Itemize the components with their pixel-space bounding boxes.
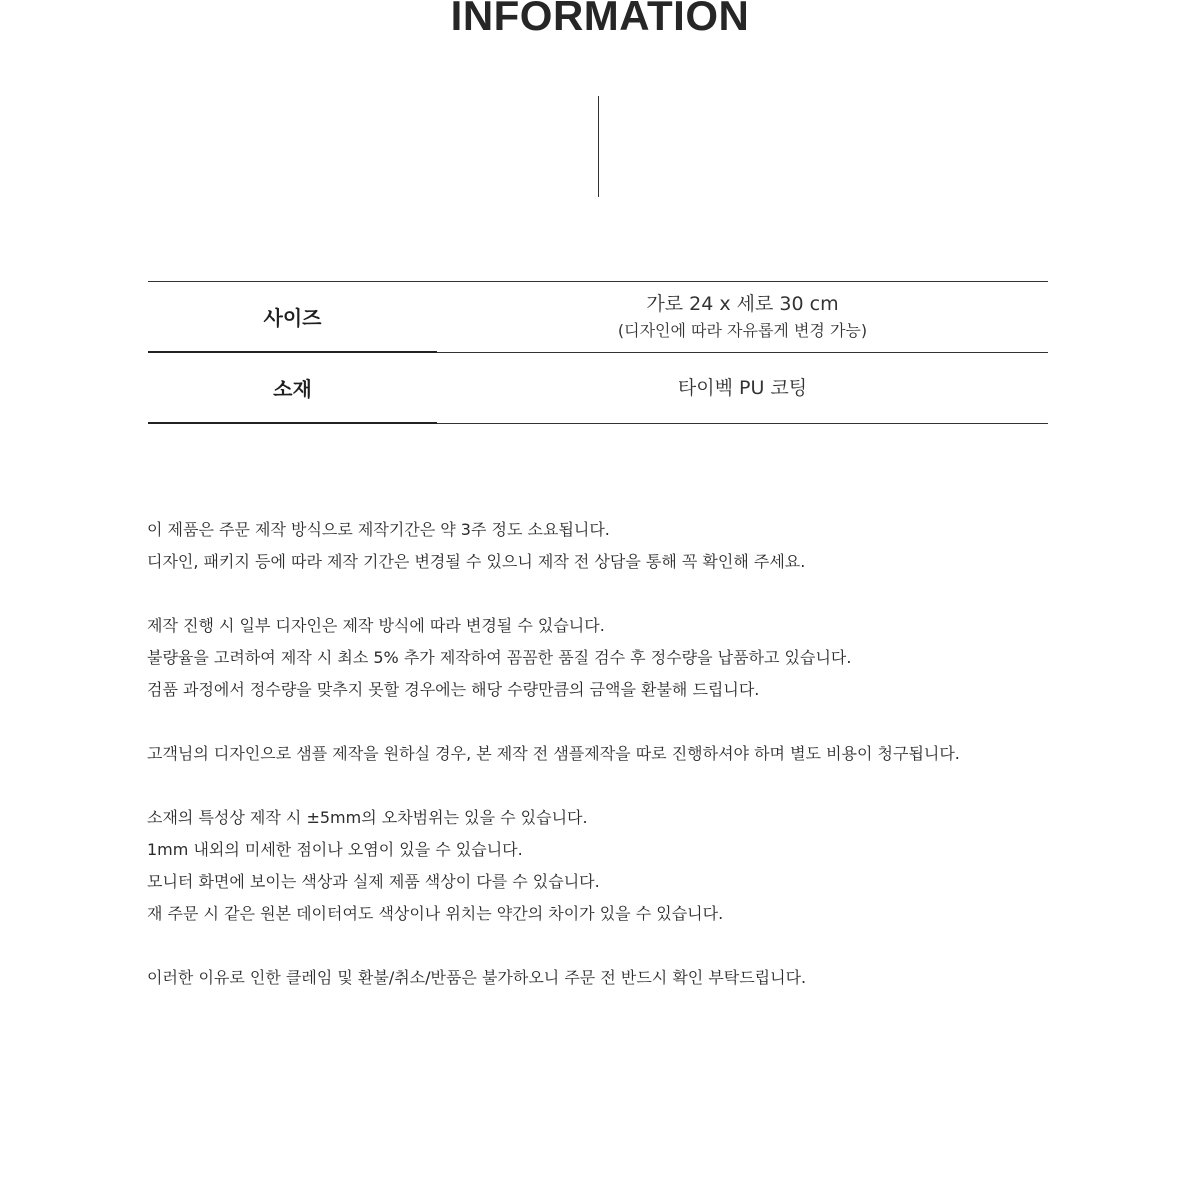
notes-line: 고객님의 디자인으로 샘플 제작을 원하실 경우, 본 제작 전 샘플제작을 따로 진행하셔야 하며 별도 비용이 청구됩니다. — [147, 744, 960, 763]
notes-line: 1mm 내외의 미세한 점이나 오염이 있을 수 있습니다. — [147, 840, 523, 859]
spec-value-material-cell — [437, 352, 1048, 423]
spec-value-size-cell — [437, 282, 1048, 353]
notes-paragraph-production — [147, 514, 1147, 578]
notes-line: 소재의 특성상 제작 시 ±5mm의 오차범위는 있을 수 있습니다. — [147, 808, 588, 827]
notes-line: 이러한 이유로 인한 클레임 및 환불/취소/반품은 불가하오니 주문 전 반드시 확인 부탁드립니다. — [147, 968, 807, 987]
spec-value-size-note: (디자인에 따라 자유롭게 변경 가능) — [617, 320, 868, 340]
notes-section — [147, 514, 1147, 1026]
notes-line: 제작 진행 시 일부 디자인은 제작 방식에 따라 변경될 수 있습니다. — [147, 616, 605, 635]
page-title: INFORMATION — [450, 0, 750, 39]
spec-value-size: 가로 24 x 세로 30 cm — [646, 292, 839, 315]
notes-line: 재 주문 시 같은 원본 데이터여도 색상이나 위치는 약간의 차이가 있을 수 있습니다. — [147, 904, 724, 923]
notes-paragraph-claims — [147, 962, 1147, 994]
spec-value-material: 타이벡 PU 코팅 — [677, 376, 808, 399]
spec-label-size: 사이즈 — [148, 282, 437, 353]
notes-paragraph-sample — [147, 738, 1147, 770]
notes-line: 이 제품은 주문 제작 방식으로 제작기간은 약 3주 정도 소요됩니다. — [147, 520, 610, 539]
notes-line: 디자인, 패키지 등에 따라 제작 기간은 변경될 수 있으니 제작 전 상담을 통해 꼭 확인해 주세요. — [147, 552, 806, 571]
notes-line: 모니터 화면에 보이는 색상과 실제 제품 색상이 다를 수 있습니다. — [147, 872, 600, 891]
spec-label-material: 소재 — [148, 352, 437, 423]
notes-paragraph-quality — [147, 610, 1147, 706]
spec-row-size — [148, 282, 1048, 353]
spec-row-material — [148, 352, 1048, 423]
notes-line: 검품 과정에서 정수량을 맞추지 못할 경우에는 해당 수량만큼의 금액을 환불해 드립니다. — [147, 680, 760, 699]
vertical-divider — [598, 96, 599, 197]
notes-line: 불량율을 고려하여 제작 시 최소 5% 추가 제작하여 꼼꼼한 품질 검수 후 정수량을 납품하고 있습니다. — [147, 648, 852, 667]
notes-paragraph-tolerance — [147, 802, 1147, 930]
spec-table — [148, 281, 1048, 424]
